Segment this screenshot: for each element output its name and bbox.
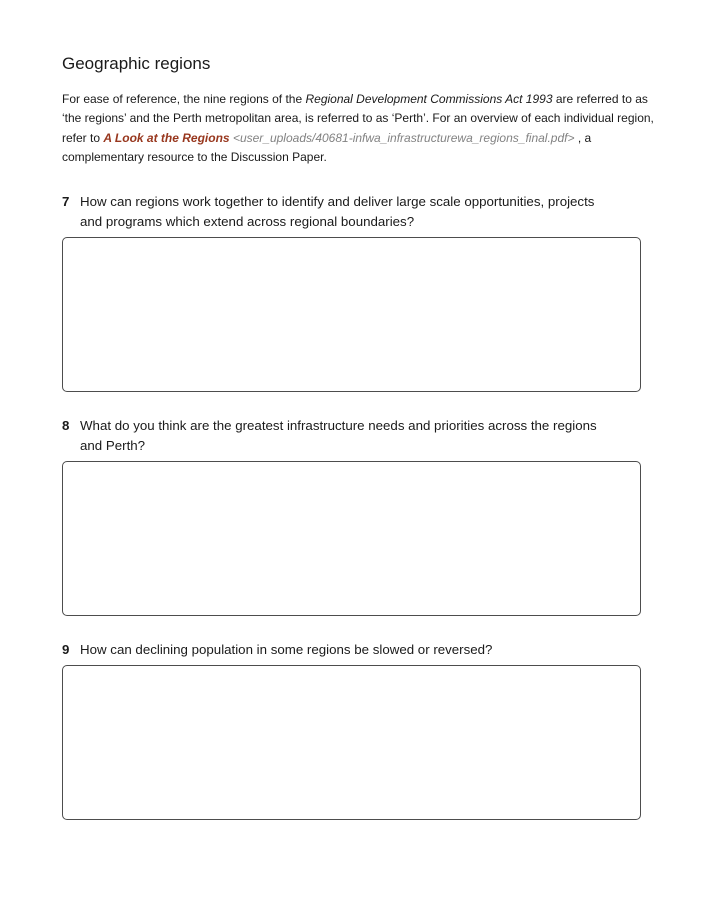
- answer-input-9[interactable]: [62, 665, 641, 820]
- question-7-text: How can regions work together to identify and deliver large scale opportunities, projects and programs which extend across regional boundaries?: [80, 193, 595, 229]
- question-9-text: How can declining population in some regions be slowed or reversed?: [80, 641, 493, 657]
- question-8: [62, 416, 657, 616]
- act-name-italic: Regional Development Commissions Act 1993: [305, 92, 553, 106]
- question-9-row: [62, 640, 657, 660]
- intro-text-before-act: For ease of reference, the nine regions of the: [62, 92, 306, 106]
- question-7-row: [62, 192, 657, 232]
- answer-input-7[interactable]: [62, 237, 641, 392]
- intro-text-after: , a complementary resource to the Discussion Paper.: [62, 130, 592, 165]
- question-8-row: [62, 416, 657, 456]
- question-9: [62, 640, 657, 820]
- question-7: [62, 192, 657, 392]
- question-8-text: What do you think are the greatest infrastructure needs and priorities across the regions and Perth?: [80, 417, 597, 453]
- a-look-at-the-regions-link[interactable]: A Look at the Regions: [103, 130, 230, 145]
- answer-input-8[interactable]: [62, 461, 641, 616]
- question-7-number: 7: [62, 193, 70, 209]
- intro-text-middle: are referred to as ‘the regions’ and the Perth metropolitan area, is referred to as ‘Perth’. For an overview of each individual region, refer to: [62, 92, 654, 145]
- question-9-number: 9: [62, 641, 70, 657]
- page-title: Geographic regions: [62, 54, 211, 73]
- link-file-path: <user_uploads/40681-infwa_infrastructurewa_regions_final.pdf>: [232, 130, 575, 145]
- question-8-number: 8: [62, 417, 70, 433]
- intro-paragraph: [62, 90, 655, 168]
